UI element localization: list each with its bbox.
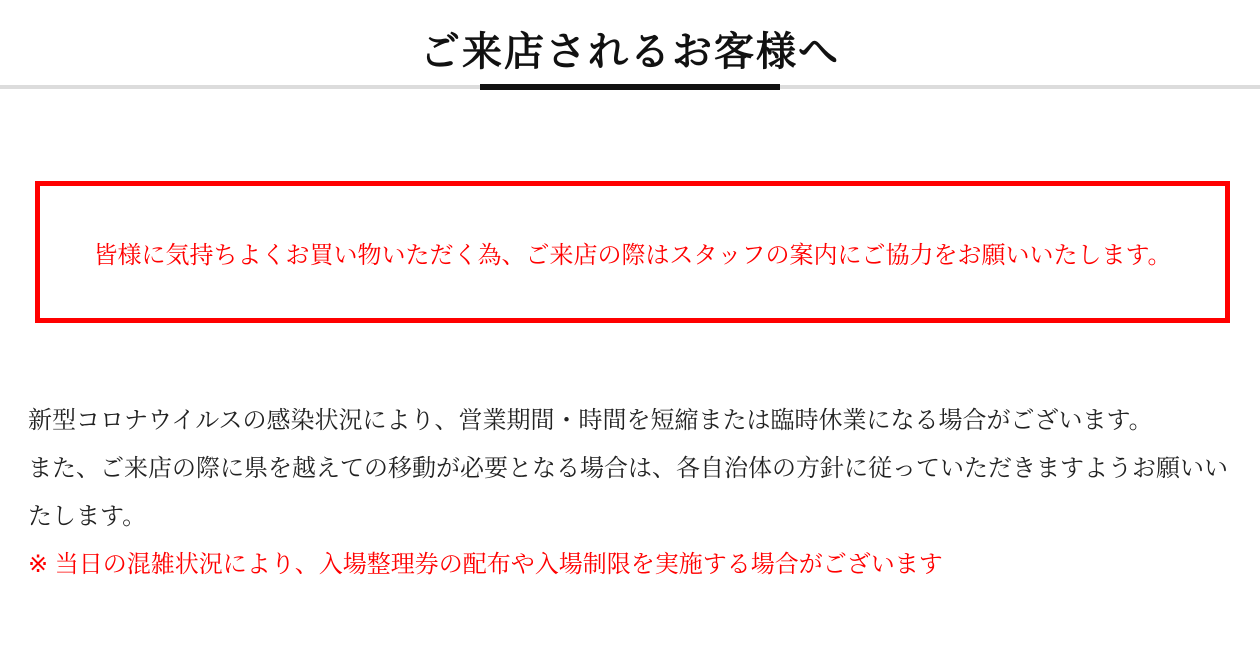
info-line-3: たします。 [28, 503, 147, 530]
caution-note: ※ 当日の混雑状況により、入場整理券の配布や入場制限を実施する場合がございます [28, 551, 943, 578]
title-divider [0, 85, 1260, 89]
notice-text: 皆様に気持ちよくお買い物いただく為、ご来店の際はスタッフの案内にご協力をお願いいたします。 [93, 241, 1172, 269]
page-header [0, 28, 1260, 89]
page-title: ご来店されるお客様へ [420, 30, 840, 74]
info-section [28, 397, 1232, 589]
title-underline [480, 84, 780, 90]
info-line-1: 新型コロナウイルスの感染状況により、営業期間・時間を短縮または臨時休業になる場合がございます。 [28, 407, 1153, 434]
info-line-2: また、ご来店の際に県を越えての移動が必要となる場合は、各自治体の方針に従っていただきますようお願いい [28, 455, 1228, 482]
store-visit-notice-page [0, 28, 1260, 648]
notice-box [35, 181, 1230, 323]
